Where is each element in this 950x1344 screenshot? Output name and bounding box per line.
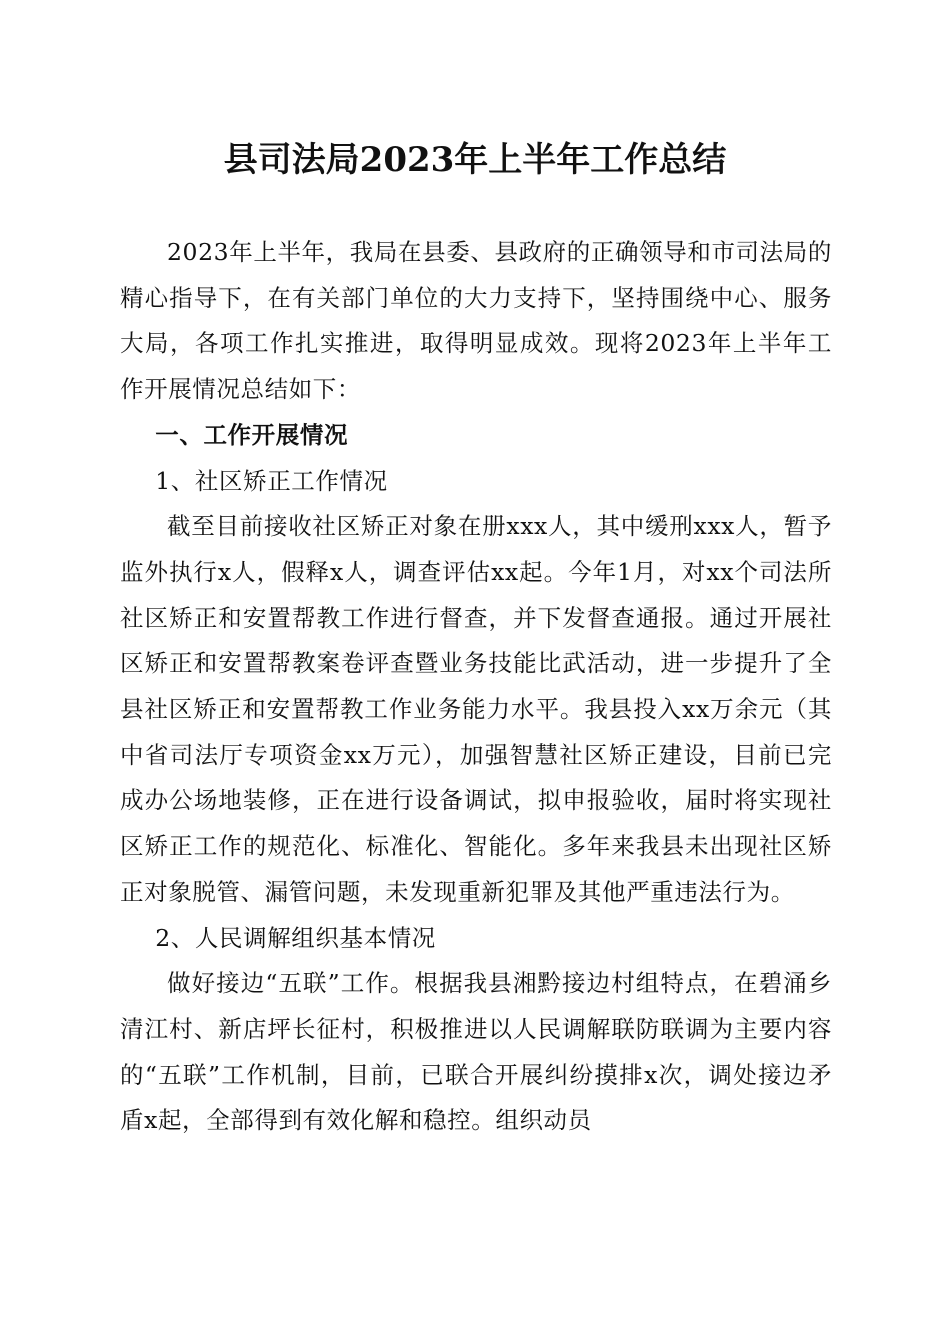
- community-correction-paragraph: 截至目前接收社区矫正对象在册xxx人，其中缓刑xxx人，暂予监外执行x人，假释x人，调查评估xx起。今年1月，对xx个司法所社区矫正和安置帮教工作进行督查，并下发督查通报。通过开展社区矫正和安置帮教案卷评查暨业务技能比武活动，进一步提升了全县社区矫正和安置帮教工作业务能力水平。我县投入xx万余元（其中省司法厅专项资金xx万元），加强智慧社区矫正建设，目前已完成办公场地装修，正在进行设备调试，拟申报验收，届时将实现社区矫正工作的规范化、标准化、智能化。多年来我县未出现社区矫正对象脱管、漏管问题，未发现重新犯罪及其他严重违法行为。: [120, 512, 832, 906]
- section-heading-work-status: 一、工作开展情况: [155, 420, 349, 449]
- subsection-heading-mediation: 2、人民调解组织基本情况: [155, 923, 436, 952]
- mediation-paragraph: 做好接边“五联”工作。根据我县湘黔接边村组特点，在碧涌乡清江村、新店坪长征村，积极推进以人民调解联防联调为主要内容的“五联”工作机制，目前，已联合开展纠纷摸排x次，调处接边矛盾x起，全部得到有效化解和稳控。组织动员: [120, 969, 832, 1135]
- document-title: 县司法局2023年上半年工作总结: [223, 140, 727, 180]
- subsection-heading-community-correction: 1、社区矫正工作情况: [155, 466, 388, 495]
- document-body: [120, 230, 832, 1144]
- intro-paragraph: 2023年上半年，我局在县委、县政府的正确领导和市司法局的精心指导下，在有关部门单位的大力支持下，坚持围绕中心、服务大局，各项工作扎实推进，取得明显成效。现将2023年上半年工作开展情况总结如下：: [120, 238, 832, 404]
